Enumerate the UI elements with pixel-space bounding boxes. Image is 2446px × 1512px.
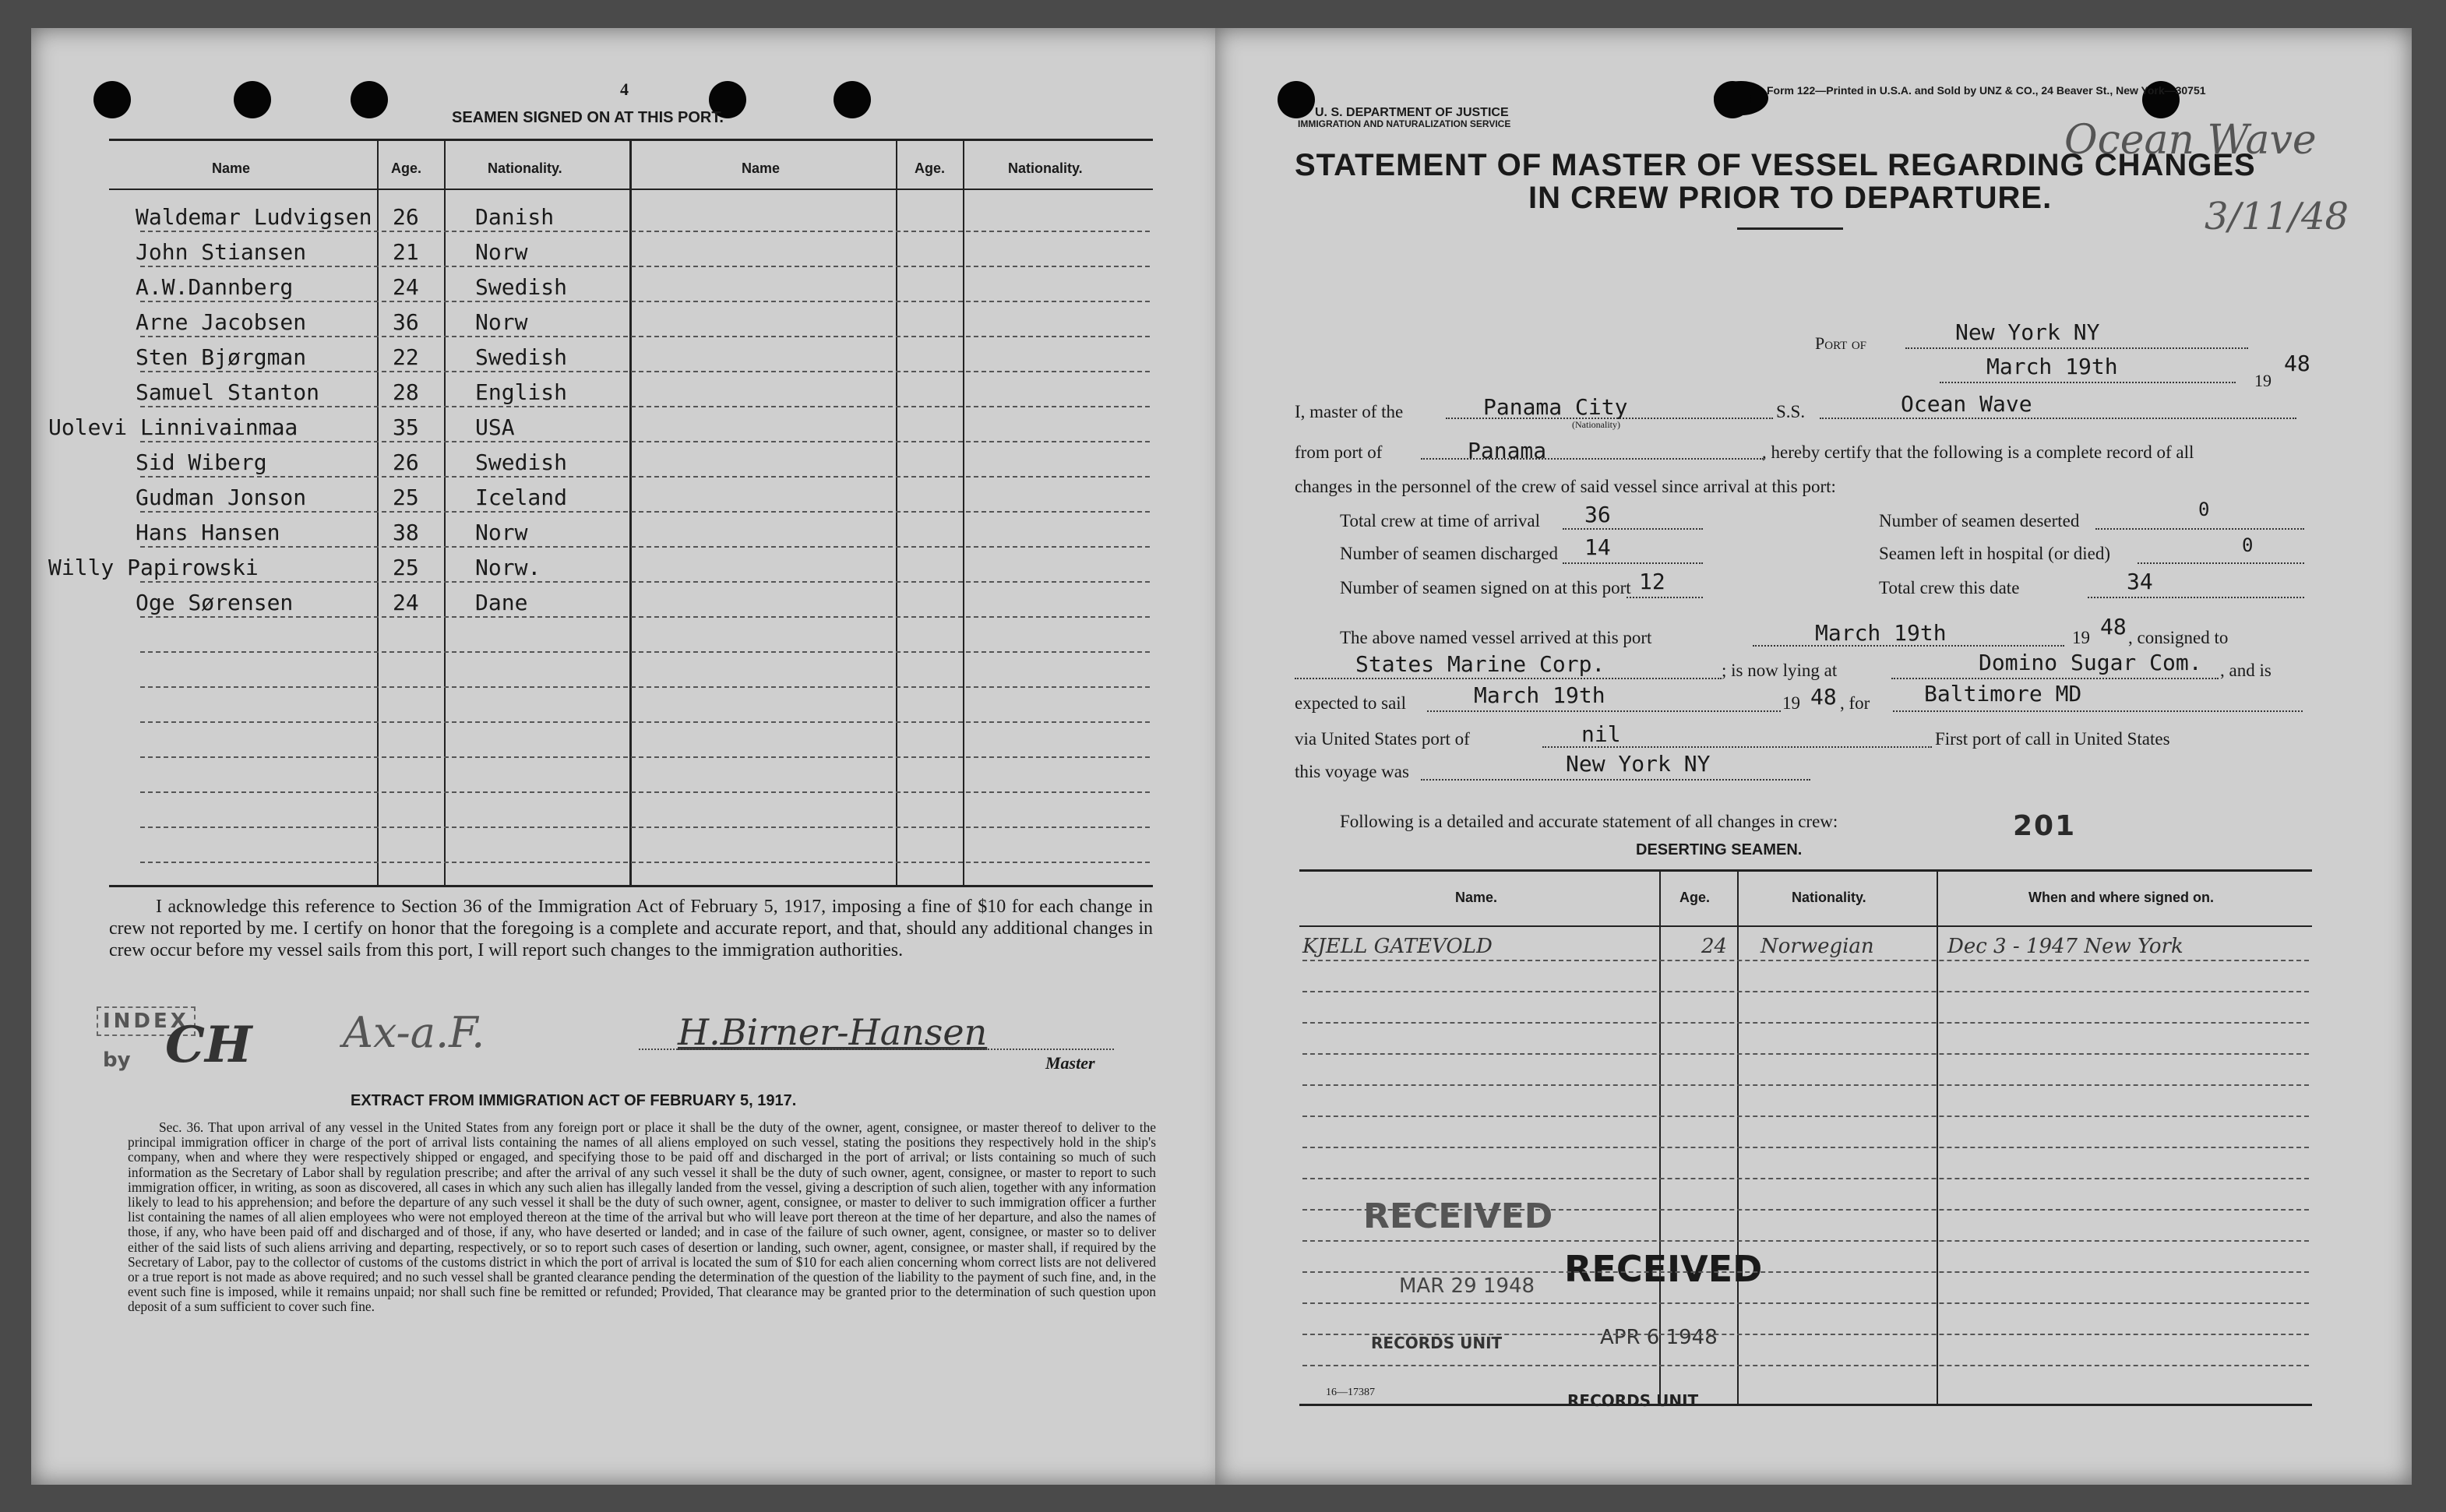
seaman-age: 22 (393, 344, 419, 370)
stat-line (2088, 597, 2304, 598)
seaman-name: John Stiansen (136, 239, 307, 265)
master-of-label: I, master of the (1295, 402, 1404, 421)
row-rule (140, 266, 1150, 267)
via-label: via United States port of (1295, 729, 1470, 749)
discharged-value: 14 (1584, 534, 1611, 560)
total-arrival-label: Total crew at time of arrival (1340, 511, 1541, 530)
row-rule (140, 756, 1150, 758)
punch-hole (351, 81, 388, 118)
row-rule (1302, 1022, 2309, 1024)
deserter-col-nationality: Nationality. (1792, 890, 1866, 905)
title-rule (1737, 227, 1843, 230)
deserted-label: Number of seamen deserted (1879, 511, 2080, 530)
seaman-nationality: Swedish (475, 344, 568, 370)
arrived-label: The above named vessel arrived at this port (1340, 628, 1652, 647)
seaman-nationality: Norw. (475, 555, 541, 580)
voyage-value: New York NY (1566, 751, 1711, 777)
stat-line (2138, 562, 2304, 564)
table-top-rule (1299, 869, 2312, 872)
row-rule (1302, 1053, 2309, 1055)
index-by: by (103, 1049, 131, 1072)
deserter-col-age: Age. (1679, 890, 1711, 905)
records-unit-stamp-2: RECORDS UNIT (1567, 1391, 1699, 1410)
year-prefix: 19 (2254, 371, 2272, 390)
seaman-age: 26 (393, 204, 419, 230)
consignee-line (1295, 678, 1722, 679)
seaman-name: Sten Bjørgman (136, 344, 307, 370)
row-rule (1302, 1209, 2309, 1211)
expected-line (1427, 710, 1781, 712)
column-divider (963, 139, 964, 886)
for-value: Baltimore MD (1924, 681, 2082, 707)
ss-label: S.S. (1776, 402, 1806, 421)
column-divider (1737, 869, 1739, 1405)
row-rule (1302, 1084, 2309, 1086)
row-rule (140, 826, 1150, 828)
seaman-age: 25 (393, 555, 419, 580)
date-value: March 19th (1986, 354, 2118, 379)
col-header-name: Name (212, 160, 251, 176)
seaman-name: Waldemar Ludvigsen (136, 204, 372, 230)
via-value: nil (1581, 721, 1621, 747)
seaman-name: Willy Papirowski (48, 555, 259, 580)
acknowledgement-text: I acknowledge this reference to Section 36 of the Immigration Act of February 5, 1917, imposing a fine of $10 for each change in crew not reported by me. I certify on honor that the foregoing is a complete and accurate report, and that, should any additional changes in crew occur before my vessel sails from this port, I will report such changes to the immigration authorities. (109, 897, 1153, 960)
signature-line (639, 1049, 1114, 1050)
punch-hole (1278, 81, 1315, 118)
received-date-1: MAR 29 1948 (1399, 1274, 1535, 1298)
year-value: 48 (2284, 351, 2310, 376)
form-title-line2: IN CREW PRIOR TO DEPARTURE. (1528, 181, 2053, 215)
index-initials: CH (165, 1016, 252, 1074)
seaman-nationality: Swedish (475, 274, 568, 300)
seaman-nationality: Swedish (475, 449, 568, 475)
punch-hole (834, 81, 871, 118)
punch-hole (234, 81, 271, 118)
consignee-value: States Marine Corp. (1355, 651, 1605, 677)
row-rule (1302, 1271, 2309, 1273)
table-header-rule (1299, 925, 2312, 927)
column-divider (1659, 869, 1661, 1405)
row-rule (140, 371, 1150, 372)
from-port-label: from port of (1295, 442, 1383, 462)
changes-text: changes in the personnel of the crew of said vessel since arrival at this port: (1295, 477, 1836, 496)
row-rule (140, 721, 1150, 723)
seaman-age: 24 (393, 590, 419, 615)
voyage-line (1421, 779, 1810, 781)
handwritten-date: 3/11/48 (2205, 195, 2349, 238)
row-rule (140, 862, 1150, 863)
seaman-nationality: English (475, 379, 568, 405)
right-page (1215, 28, 2412, 1485)
column-divider (377, 139, 379, 886)
row-rule (140, 581, 1150, 583)
deserter-nationality: Norwegian (1760, 935, 1874, 958)
row-rule (140, 231, 1150, 232)
certify-text: , hereby certify that the following is a complete record of all (1762, 442, 2194, 462)
row-rule (140, 476, 1150, 478)
seaman-name: Uolevi Linnivainmaa (48, 414, 298, 440)
row-rule (140, 301, 1150, 302)
total-date-value: 34 (2127, 569, 2153, 594)
nationality-value: Panama City (1483, 394, 1628, 420)
print-code: 16—17387 (1326, 1387, 1375, 1398)
row-rule (1302, 1115, 2309, 1117)
col-header-age: Age. (391, 160, 422, 176)
seaman-nationality: Iceland (475, 485, 568, 510)
deserter-col-name: Name. (1455, 890, 1498, 905)
seaman-age: 35 (393, 414, 419, 440)
expected-year-prefix: 19 (1782, 693, 1800, 713)
row-rule (140, 336, 1150, 337)
total-arrival-value: 36 (1584, 502, 1611, 527)
seaman-age: 36 (393, 309, 419, 335)
index-stamp: INDEX (97, 1006, 196, 1036)
hospital-label: Seamen left in hospital (or died) (1879, 544, 2111, 563)
col-header-name: Name (742, 160, 781, 176)
seaman-name: Gudman Jonson (136, 485, 307, 510)
extract-text: Sec. 36. That upon arrival of any vessel in the United States from any foreign port or place it shall be the duty of the owner, agent, consignee, or master thereof to deliver to the principal immigration officer in charge of the port of arrival lists containing the names of all aliens employed on such vessel, stating the positions they respectively hold in the ship's company, when and where they were respectively shipped or engaged, and specifying those to be paid off and discharged in the port of arrival; or lists containing so much of such information as the Secretary of Labor shall by regulation prescribe; and after the arrival of any such vessel it shall be the duty of such owner, agent, consignee, or master to report to such immigration officer, in writing, as soon as discovered, all cases in which any such alien has illegally landed from the vessel, giving a description of such alien, together with any information likely to lead to his apprehension; and before the departure of any such vessel it shall be the duty of such owner, agent, consignee, or master to deliver to such immigration officer a further list containing the names of all alien employees who were not employed thereon at the time of the arrival but who will leave port thereon at the time of her departure, and also the names of those, if any, who have been paid off and discharged and of those, if any, who have deserted or landed; and in case of the failure of such owner, agent, consignee, or master so to deliver either of the said lists of such aliens arriving and departing, respectively, or so to report such cases of desertion or landing, such owner, agent, consignee, or master shall, if required by the Secretary of Labor, pay to the collector of customs of the customs district in which the port of arrival is located the sum of $10 for each alien concerning whom correct lists are not delivered or a true report is not made as above required; and no such vessel shall be granted clearance pending the determination of the question of the liability to the payment of such fine, and, in the event such fine is imposed, while it remains unpaid; nor shall such fine be remitted or refunded; Provided, That clearance may be granted prior to the determination of such question upon deposit of a sum sufficient to cover such fine. (128, 1119, 1156, 1315)
seaman-nationality: Norw (475, 239, 528, 265)
col-header-nationality: Nationality. (1008, 160, 1083, 176)
for-label: , for (1840, 693, 1870, 713)
vessel-value: Ocean Wave (1901, 391, 2032, 417)
seaman-name: Hans Hansen (136, 520, 280, 545)
row-rule (1302, 1334, 2309, 1335)
seaman-nationality: USA (475, 414, 515, 440)
stat-line (1627, 597, 1703, 598)
records-unit-stamp-1: RECORDS UNIT (1371, 1334, 1503, 1352)
punch-hole (93, 81, 131, 118)
port-line (1905, 347, 2248, 349)
row-rule (1302, 960, 2309, 961)
arrived-year: 48 (2100, 614, 2127, 640)
master-signature: H.Birner-Hansen (678, 1011, 988, 1053)
lying-line (1891, 678, 2219, 679)
row-rule (140, 791, 1150, 793)
row-rule (1302, 1302, 2309, 1304)
form-note: Form 122—Printed in U.S.A. and Sold by UNZ & CO., 24 Beaver St., New York—30751 (1767, 84, 2206, 97)
received-date-2: APR 6 1948 (1600, 1326, 1718, 1349)
seaman-name: Sid Wiberg (136, 449, 267, 475)
seaman-nationality: Danish (475, 204, 555, 230)
expected-value: March 19th (1474, 682, 1605, 708)
stat-line (1563, 562, 1703, 564)
deserter-age: 24 (1701, 935, 1728, 958)
nationality-caption: (Nationality) (1572, 419, 1620, 430)
agency-line1: U. S. DEPARTMENT OF JUSTICE (1315, 106, 1509, 119)
handwritten-note: Ax-a.F. (343, 1008, 485, 1057)
row-rule (140, 511, 1150, 513)
date-line (1940, 382, 2236, 383)
handwritten-vessel: Ocean Wave (2064, 117, 2317, 164)
deserter-when-where: Dec 3 - 1947 New York (1947, 935, 2183, 958)
seaman-age: 26 (393, 449, 419, 475)
row-rule (1302, 1147, 2309, 1148)
row-rule (1302, 991, 2309, 992)
seaman-age: 21 (393, 239, 419, 265)
from-port-value: Panama (1468, 438, 1547, 463)
from-port-line (1421, 458, 1764, 460)
seaman-nationality: Norw (475, 520, 528, 545)
total-date-label: Total crew this date (1879, 578, 2020, 597)
seaman-nationality: Dane (475, 590, 528, 615)
expected-label: expected to sail (1295, 693, 1407, 713)
hospital-value: 0 (2242, 534, 2254, 556)
consigned-label: , consigned to (2128, 628, 2229, 647)
row-rule (140, 616, 1150, 618)
extract-title: EXTRACT FROM IMMIGRATION ACT OF FEBRUARY 5, 1917. (351, 1092, 797, 1109)
row-rule (1302, 1240, 2309, 1242)
row-rule (140, 406, 1150, 407)
following-text: Following is a detailed and accurate statement of all changes in crew: (1340, 812, 1838, 831)
seaman-name: Oge Sørensen (136, 590, 294, 615)
form-title-line1: STATEMENT OF MASTER OF VESSEL REGARDING CHANGES (1295, 148, 2256, 182)
signed-on-value: 12 (1639, 569, 1665, 594)
deserter-name: KJELL GATEVOLD (1302, 935, 1493, 958)
voyage-label: this voyage was (1295, 762, 1409, 781)
port-label: Port of (1815, 333, 1867, 353)
seaman-nationality: Norw (475, 309, 528, 335)
lying-label: ; is now lying at (1722, 661, 1838, 680)
received-stamp-1: RECEIVED (1363, 1197, 1553, 1236)
deserting-heading: DESERTING SEAMEN. (1636, 841, 1803, 858)
row-rule (140, 546, 1150, 548)
expected-year: 48 (1810, 684, 1837, 710)
vessel-line (1820, 418, 2296, 419)
seaman-name: Arne Jacobsen (136, 309, 307, 335)
via-line (1542, 746, 1932, 748)
signed-on-label: Number of seamen signed on at this port (1340, 578, 1631, 597)
seaman-name: A.W.Dannberg (136, 274, 294, 300)
and-is-label: , and is (2220, 661, 2272, 680)
seaman-age: 24 (393, 274, 419, 300)
agency-line2: IMMIGRATION AND NATURALIZATION SERVICE (1298, 118, 1511, 129)
page-number: 4 (620, 79, 629, 99)
punch-hole (1714, 81, 1751, 118)
deserter-col-when-where: When and where signed on. (2028, 890, 2215, 905)
left-page (31, 28, 1228, 1485)
column-divider (629, 139, 632, 886)
signed-on-heading: SEAMEN SIGNED ON AT THIS PORT. (452, 109, 724, 126)
seaman-age: 28 (393, 379, 419, 405)
col-header-nationality: Nationality. (488, 160, 562, 176)
discharged-label: Number of seamen discharged (1340, 544, 1558, 563)
received-stamp-2: RECEIVED (1564, 1248, 1763, 1290)
row-rule (140, 686, 1150, 688)
port-value: New York NY (1955, 319, 2100, 345)
arrived-value: March 19th (1815, 620, 1947, 646)
seaman-name: Samuel Stanton (136, 379, 320, 405)
master-label: Master (1045, 1053, 1095, 1073)
seaman-age: 25 (393, 485, 419, 510)
lying-value: Domino Sugar Com. (1979, 650, 2202, 675)
deserted-value: 0 (2198, 499, 2210, 520)
seaman-age: 38 (393, 520, 419, 545)
row-rule (140, 651, 1150, 653)
table-bottom-rule (1299, 1404, 2312, 1406)
col-header-age: Age. (915, 160, 946, 176)
row-rule (140, 441, 1150, 442)
stat-line (2095, 528, 2304, 530)
for-line (1893, 710, 2303, 712)
stat-line (1563, 528, 1703, 530)
row-rule (1302, 1178, 2309, 1179)
form-number: 201 (2013, 810, 2077, 842)
first-port-label: First port of call in United States (1935, 729, 2170, 749)
row-rule (1302, 1365, 2309, 1366)
arrived-line (1753, 645, 2064, 647)
column-divider (1937, 869, 1938, 1405)
arrived-year-prefix: 19 (2072, 628, 2090, 647)
column-divider (896, 139, 897, 886)
column-divider (444, 139, 446, 886)
